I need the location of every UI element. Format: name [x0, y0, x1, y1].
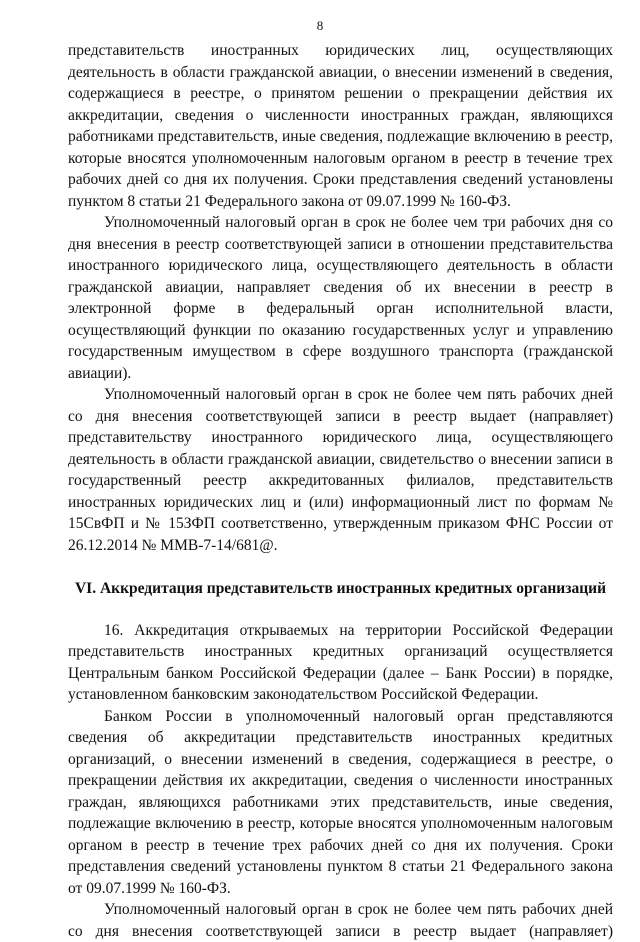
paragraph-item-16: 16. Аккредитация открываемых на территории Российской Федерации представительств иностранных кредитных организаций осуществляется Центральным банком Российской Федерации (далее – Банк России) в порядке, установленном банковским законодательством Российской Федерации.: [68, 621, 613, 703]
document-body: [68, 40, 613, 942]
paragraph-bank-of-russia-info: Банком России в уполномоченный налоговый орган представляются сведения об аккредитации представительств иностранных кредитных организаций, о внесении изменений в сведения, содержащиеся в реестре, о прекращении действия их аккредитации, сведения о численности иностранных граждан, являющихся работниками этих представительств, иные сведения, подлежащие включению в реестр, которые вносятся уполномоченным налоговым органом в реестр в течение трех рабочих дней со дня их получения. Сроки представления сведений установлены пунктом 8 статьи 21 Федерального закона от 09.07.1999 № 160-ФЗ.: [68, 707, 613, 897]
paragraph-notification-aviation: Уполномоченный налоговый орган в срок не более чем три рабочих дня со дня внесения в реестр соответствующей записи в отношении представительства иностранного юридического лица, осуществляющего деятельность в области гражданской авиации, направляет сведения об их внесении в реестр в электронной форме в федеральный орган исполнительной власти, осуществляющий функции по оказанию государственных услуг и управлению государственным имуществом в сфере воздушного транспорта (гражданской авиации).: [68, 214, 613, 382]
section-heading: VI. Аккредитация представительств иностранных кредитных организаций: [74, 580, 606, 597]
paragraph-certificate-issuance: Уполномоченный налоговый орган в срок не более чем пять рабочих дней со дня внесения соответствующей записи в реестр выдает (направляет) представительству иностранного юридического лица, осуществляющего деятельность в области гражданской авиации, свидетельство о внесении записи в государственный реестр аккредитованных филиалов, представительств иностранных юридических лиц и (или) информационный лист по формам № 15СвФП и № 15ЗФП соответственно, утвержденным приказом ФНС России от 26.12.2014 № ММВ-7-14/681@.: [68, 386, 613, 554]
page-number: 8: [316, 18, 324, 33]
paragraph-issuance-continued: Уполномоченный налоговый орган в срок не более чем пять рабочих дней со дня внесения соответствующей записи в реестр выдает (направляет): [68, 901, 613, 940]
paragraph-continuation: представительств иностранных юридических лиц, осуществляющих деятельность в области гражданской авиации, о внесении изменений в сведения, содержащиеся в реестре, о принятом решении о прекращении действия их аккредитации, сведения о численности иностранных граждан, являющихся работниками представительств, иные сведения, подлежащие включению в реестр, которые вносятся уполномоченным налоговым органом в реестр в течение трех рабочих дней со дня их получения. Сроки представления сведений установлены пунктом 8 статьи 21 Федерального закона от 09.07.1999 № 160-ФЗ.: [68, 42, 613, 210]
